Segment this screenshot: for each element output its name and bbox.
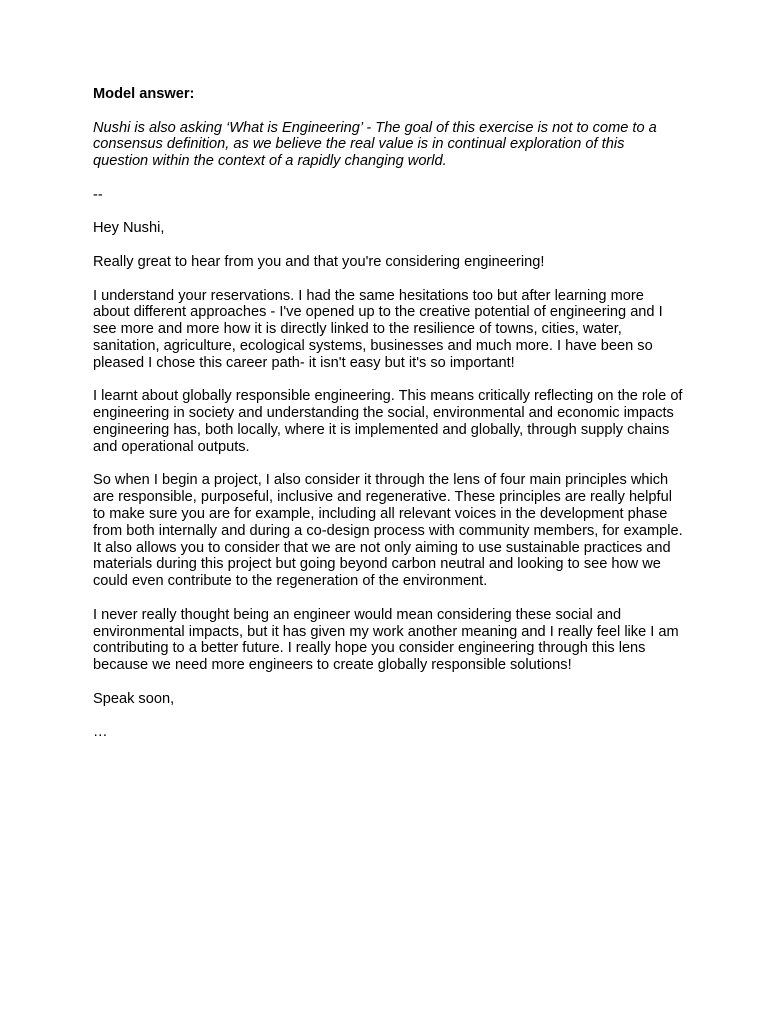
closing-text: Speak soon, xyxy=(93,690,175,707)
body-paragraph-3: I learnt about globally responsible engineering. This means critically reflecting on the role of engineering in society and understanding the social, environmental and economic impacts engineering has, both locally, where it is implemented and globally, through supply chains and operational outputs. xyxy=(93,388,683,455)
body-paragraph-5: I never really thought being an engineer would mean considering these social and environmental impacts, but it has given my work another meaning and I really feel like I am contributing to a better future. I really hope you consider engineering through this lens because we need more engineers to create globally responsible solutions! xyxy=(93,606,679,674)
greeting-text: Hey Nushi, xyxy=(93,220,165,237)
intro-paragraph: Nushi is also asking ‘What is Engineering’ - The goal of this exercise is not to come to a consensus definition, as we believe the real value is in continual exploration of this question within the context of a rapidly changing world. xyxy=(93,119,657,170)
body-paragraph-4: So when I begin a project, I also consider it through the lens of four main principles which are responsible, purposeful, inclusive and regenerative. These principles are really helpful to make sure you are for example, including all relevant voices in the development phase from both internally and during a co-design process with community members, for example. It also allows you to consider that we are not only aiming to use sustainable practices and materials during this project but going beyond carbon neutral and looking to see how we could even contribute to the regeneration of the environment. xyxy=(93,472,683,590)
document-page xyxy=(93,86,683,758)
body-paragraph-2: I understand your reservations. I had the same hesitations too but after learning more about different approaches - I've opened up to the creative potential of engineering and I see more and more how it is directly linked to the resilience of towns, cities, water, sanitation, agriculture, ecological systems, businesses and much more. I have been so pleased I chose this career path- it isn't easy but it's so important! xyxy=(93,287,663,371)
document-heading: Model answer: xyxy=(93,86,195,102)
signature-text: … xyxy=(93,724,108,741)
body-paragraph-1: Really great to hear from you and that you're considering engineering! xyxy=(93,253,545,270)
separator-text: -- xyxy=(93,186,103,203)
